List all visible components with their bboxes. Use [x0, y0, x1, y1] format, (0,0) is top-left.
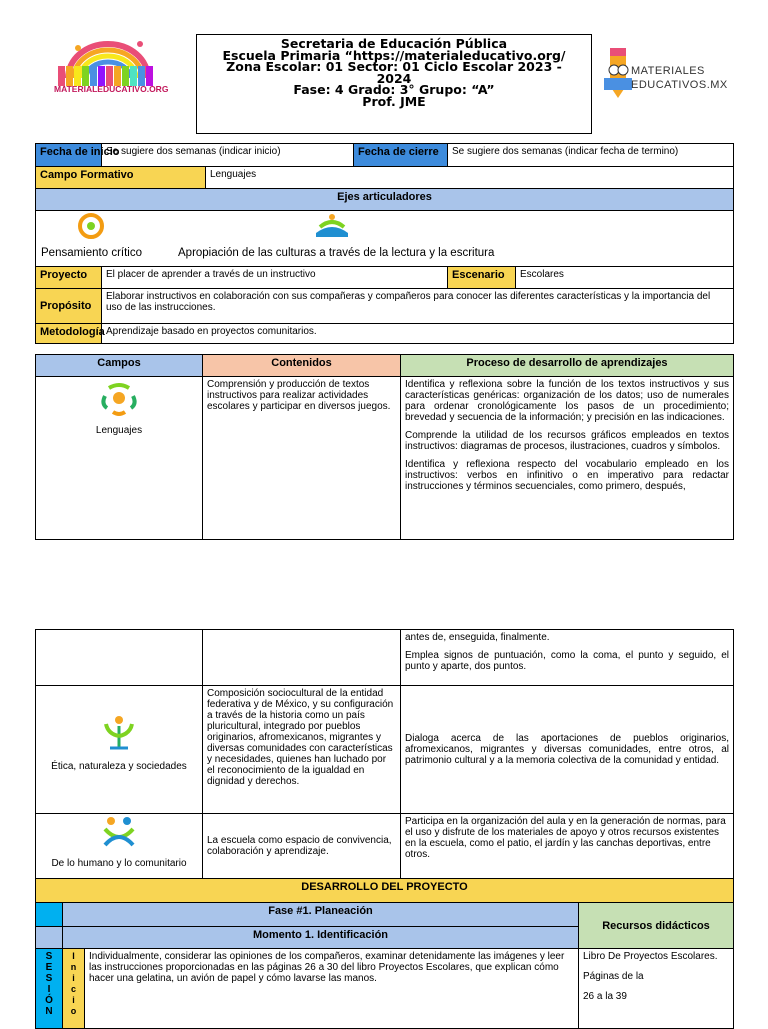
fase-title: Fase #1. Planeación	[63, 903, 579, 927]
inicio-letter: c	[70, 984, 76, 994]
proyecto-value: El placer de aprender a través de un instructivo	[102, 267, 448, 289]
proceso-lenguajes-p3: Identifica y reflexiona respecto del vocabulario empleado en los instructivos: verbos en infinitivo o en imperativo para redactar instrucciones y términos secuenciales, como primero, después,	[405, 459, 729, 492]
inicio-letter: o	[70, 1006, 77, 1016]
proposito-value: Elaborar instructivos en colaboración con sus compañeras y compañeros para conocer las diferentes características y la importancia del uso de las instrucciones.	[102, 289, 734, 324]
apropiacion-culturas-icon	[312, 211, 352, 241]
escenario-label: Escenario	[448, 267, 516, 289]
col-proceso-header: Proceso de desarrollo de aprendizajes	[401, 355, 734, 377]
momento-title: Momento 1. Identificación	[63, 927, 579, 949]
contenido-etica: Composición sociocultural de la entidad federativa y de México, y su configuración a través de la historia como un país pluricultural, integrado por pueblos originarios, afromexicanos, migrantes y diversas comunidades con características y necesidades, quienes han luchado por el reconocimiento de la igualdad en dignidad y derechos.	[203, 686, 401, 814]
campo-etica-cell	[36, 686, 203, 814]
contenido-lenguajes: Comprensión y producción de textos instructivos para realizar actividades escolares y participar en diversos juegos.	[203, 377, 401, 540]
inicio-vertical-label	[63, 949, 85, 1029]
proceso-lenguajes-p1: Identifica y reflexiona sobre la función de los textos instructivos y sus características genéricas: organización de los datos; uso de numerales para ordenar cronológicamente los pasos de un procedimiento; brevedad y secuencia de la información; y precisión en las indicaciones.	[405, 379, 729, 423]
project-info-table	[35, 143, 734, 344]
proceso-etica: Dialoga acerca de las aportaciones de pueblos originarios, afromexicanos, migrantes y diversas comunidades, entre otros, al patrimonio cultural y a la memoria colectiva de la comunidad y entidad.	[401, 686, 734, 814]
inicio-letter: I	[72, 951, 75, 961]
header-title-box	[196, 34, 592, 134]
pensamiento-critico-icon	[76, 211, 106, 241]
proyecto-label: Proyecto	[36, 267, 102, 289]
sesion-letter: S	[45, 951, 53, 962]
logo-left	[50, 32, 169, 102]
campos-table-page2	[35, 629, 734, 879]
header-line-4: 2024	[376, 70, 412, 86]
inicio-letter: i	[72, 995, 75, 1005]
ejes-title: Ejes articuladores	[36, 189, 734, 211]
actividad-inicio: Individualmente, considerar las opiniones de los compañeros, examinar detenidamente las imágenes y leer las instrucciones proporcionadas en las páginas 26 a 30 del libro Proyectos Escolares, que explican cómo hacer una gelatina, un avión de papel y cómo lavarse las manos.	[85, 949, 579, 1029]
recurso-1: Libro De Proyectos Escolares.	[583, 951, 718, 962]
campo-formativo-value: Lenguajes	[206, 167, 734, 189]
ejes-cell	[36, 211, 734, 267]
desarrollo-title: DESARROLLO DEL PROYECTO	[36, 879, 734, 903]
recurso-3: 26 a la 39	[583, 991, 627, 1002]
campo-etica-label: Ética, naturaleza y sociedades	[51, 761, 187, 772]
fase-spacer	[36, 903, 63, 927]
contenido-humano: La escuela como espacio de convivencia, colaboración y aprendizaje.	[203, 814, 401, 879]
recursos-cell	[579, 949, 734, 1029]
proceso-lenguajes-p3-end: antes de, enseguida, finalmente.	[405, 632, 550, 643]
proceso-humano: Participa en la organización del aula y en la generación de normas, para el uso y disfrute de los materiales de apoyo y otros recursos existentes en la escuela, como el patio, el jardín y las canchas deportivas, entre otros.	[401, 814, 734, 879]
empty-campo-cell	[36, 630, 203, 686]
campo-lenguajes-label: Lenguajes	[95, 425, 143, 436]
proceso-lenguajes-cont	[401, 630, 734, 686]
logo-right	[600, 46, 740, 100]
recursos-title: Recursos didácticos	[579, 903, 734, 949]
sesion-letter: E	[45, 962, 53, 973]
sesion-letter: Ó	[45, 995, 53, 1006]
empty-contenido-cell	[203, 630, 401, 686]
momento-spacer	[36, 927, 63, 949]
recurso-2: Páginas de la	[583, 971, 644, 982]
sesion-letter: N	[45, 1006, 53, 1017]
header-line-5: Fase: 4 Grado: 3° Grupo: “A”	[293, 82, 495, 97]
logo-right-line-2: EDUCATIVOS.MX	[631, 79, 728, 91]
campo-lenguajes-cell	[36, 377, 203, 540]
fecha-inicio-label: Fecha de inicio	[36, 144, 102, 167]
proceso-lenguajes-p4: Emplea signos de puntuación, como la coma, el punto y seguido, el punto y aparte, dos puntos.	[405, 650, 729, 672]
etica-naturaleza-icon	[102, 714, 136, 752]
logo-right-line-1: MATERIALES	[631, 65, 705, 77]
sesion-letter: I	[47, 984, 51, 995]
metodologia-label: Metodología	[36, 324, 102, 344]
inicio-letter: i	[72, 973, 75, 983]
inicio-letter: n	[70, 962, 77, 972]
metodologia-value: Aprendizaje basado en proyectos comunitarios.	[102, 324, 734, 344]
proceso-lenguajes	[401, 377, 734, 540]
col-campos-header: Campos	[36, 355, 203, 377]
fecha-inicio-value: Se sugiere dos semanas (indicar inicio)	[102, 144, 354, 167]
eje-pensamiento-critico: Pensamiento crítico	[41, 247, 142, 259]
header-line-6: Prof. JME	[362, 93, 426, 109]
sesion-letter: S	[45, 973, 53, 984]
col-contenidos-header: Contenidos	[203, 355, 401, 377]
humano-comunitario-icon	[101, 815, 137, 849]
proceso-lenguajes-p2: Comprende la utilidad de los recursos gráficos empleados en textos instructivos: diagramas de procesos, ilustraciones, cuadros y símbolos.	[405, 430, 729, 452]
header-line-2: Escuela Primaria “https://materialeducativo.org/	[222, 47, 566, 63]
fecha-cierre-label: Fecha de cierre	[354, 144, 448, 167]
campo-humano-label: De lo humano y lo comunitario	[51, 858, 187, 869]
lenguajes-icon	[99, 380, 139, 418]
campos-table-page1	[35, 354, 734, 540]
sesion-vertical-label	[36, 949, 63, 1029]
proposito-label: Propósito	[36, 289, 102, 324]
campo-formativo-label: Campo Formativo	[36, 167, 206, 189]
header-line-3: Zona Escolar: 01 Sector: 01 Ciclo Escolar 2023 -	[226, 59, 562, 74]
logo-left-text: MATERIALEDUCATIVO.ORG	[54, 84, 169, 94]
desarrollo-table	[35, 878, 734, 1029]
escenario-value: Escolares	[516, 267, 734, 289]
eje-apropiacion-culturas: Apropiación de las culturas a través de la lectura y la escritura	[178, 247, 495, 259]
campo-humano-cell	[36, 814, 203, 879]
fecha-cierre-value: Se sugiere dos semanas (indicar fecha de termino)	[448, 144, 734, 167]
header-line-1: Secretaria de Educación Pública	[280, 36, 508, 51]
